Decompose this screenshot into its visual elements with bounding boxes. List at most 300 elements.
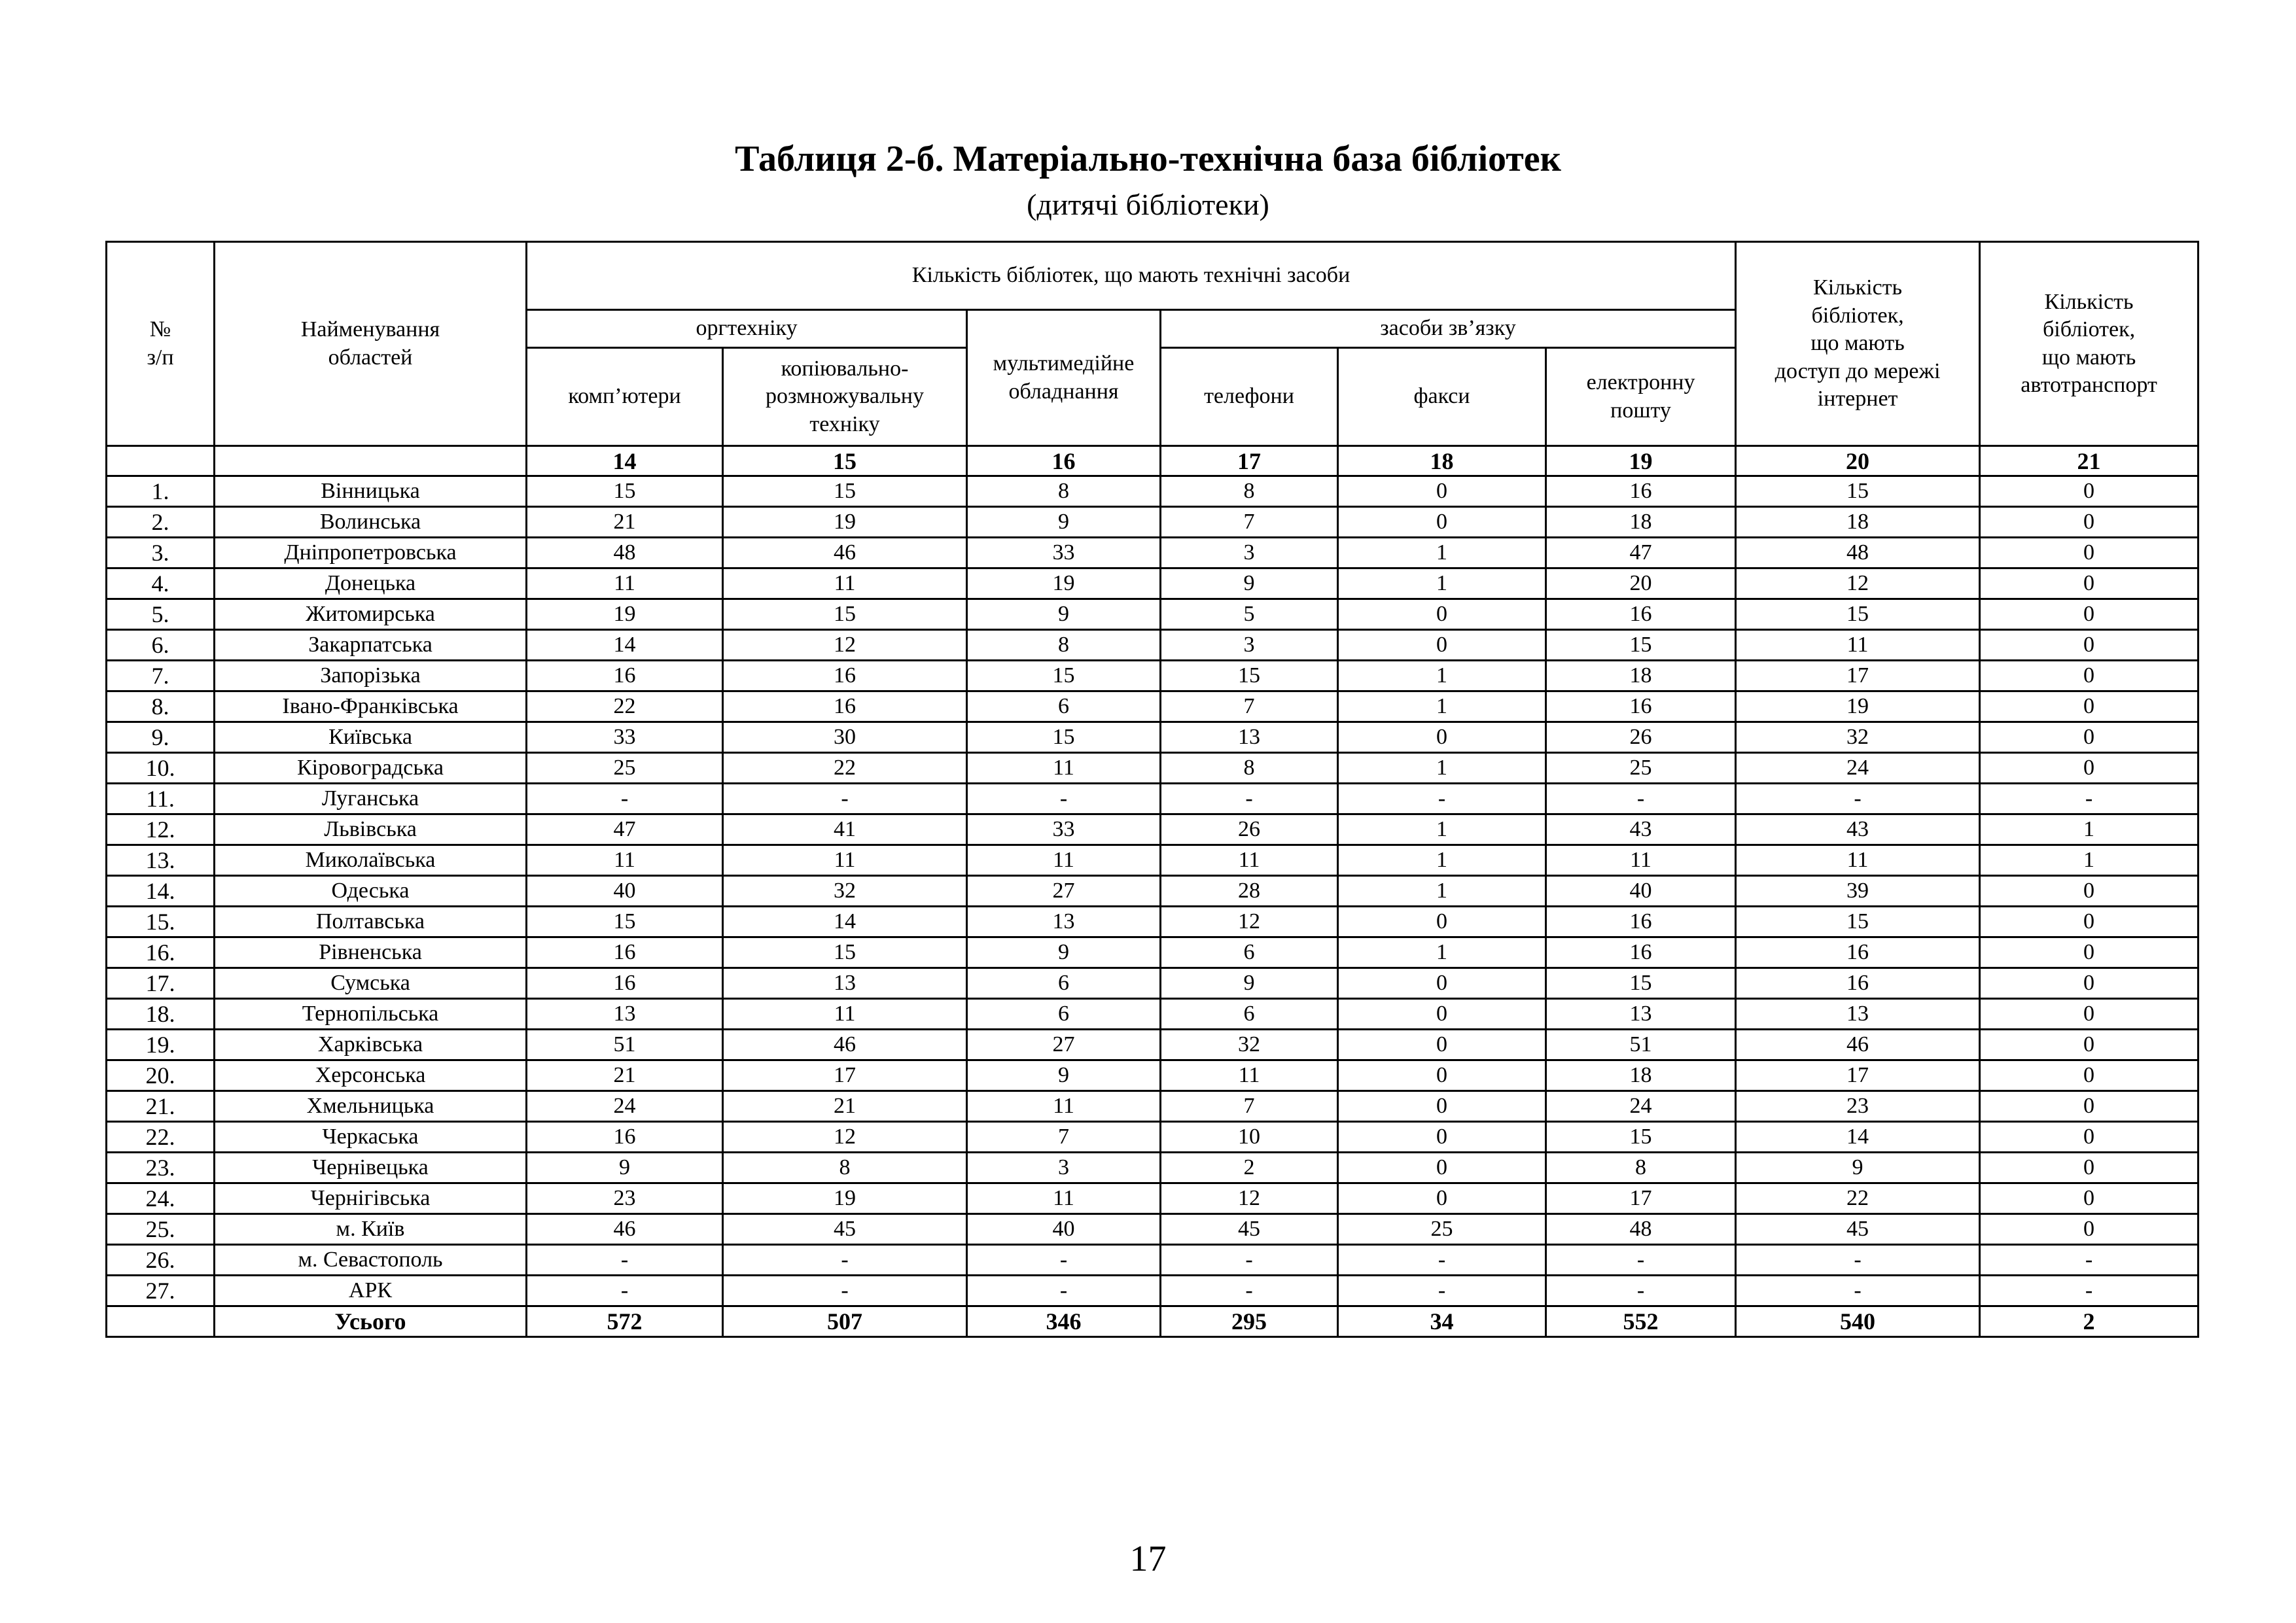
value-cell: 16 — [723, 661, 967, 691]
value-cell: 0 — [1980, 568, 2199, 599]
region-name-cell: Івано-Франківська — [215, 691, 527, 722]
total-value-cell: 572 — [527, 1306, 723, 1337]
value-cell: 43 — [1546, 814, 1736, 845]
value-cell: - — [1546, 1276, 1736, 1306]
total-label-cell: Усього — [215, 1306, 527, 1337]
value-cell: 12 — [1161, 1183, 1338, 1214]
value-cell: 15 — [1736, 476, 1980, 507]
value-cell: 33 — [967, 814, 1161, 845]
value-cell: 15 — [723, 599, 967, 630]
value-cell: 0 — [1980, 968, 2199, 999]
value-cell: 6 — [1161, 999, 1338, 1030]
value-cell: 19 — [723, 507, 967, 538]
region-name-cell: Чернівецька — [215, 1153, 527, 1183]
row-number-cell: 10. — [107, 753, 215, 784]
value-cell: 39 — [1736, 876, 1980, 907]
value-cell: 23 — [1736, 1091, 1980, 1122]
value-cell: 0 — [1338, 630, 1546, 661]
value-cell: 0 — [1980, 907, 2199, 937]
row-number-cell: 2. — [107, 507, 215, 538]
row-number-cell: 19. — [107, 1030, 215, 1060]
value-cell: 25 — [1546, 753, 1736, 784]
row-number-cell: 12. — [107, 814, 215, 845]
value-cell: 0 — [1980, 722, 2199, 753]
value-cell: 28 — [1161, 876, 1338, 907]
row-number-cell: 23. — [107, 1153, 215, 1183]
value-cell: 18 — [1546, 1060, 1736, 1091]
value-cell: 11 — [967, 753, 1161, 784]
value-cell: 1 — [1338, 753, 1546, 784]
value-cell: 0 — [1338, 722, 1546, 753]
row-number-cell: 26. — [107, 1245, 215, 1276]
total-value-cell: 552 — [1546, 1306, 1736, 1337]
table-row — [107, 876, 2199, 907]
value-cell: 9 — [1161, 968, 1338, 999]
row-number-cell: 16. — [107, 937, 215, 968]
total-value-cell: 507 — [723, 1306, 967, 1337]
column-number-cell: 17 — [1161, 446, 1338, 476]
value-cell: 0 — [1980, 507, 2199, 538]
total-value-cell: 2 — [1980, 1306, 2199, 1337]
value-cell: 16 — [1546, 937, 1736, 968]
value-cell: 16 — [527, 661, 723, 691]
table-body — [107, 446, 2199, 1337]
value-cell: 24 — [527, 1091, 723, 1122]
column-number-cell: 18 — [1338, 446, 1546, 476]
region-name-cell: Рівненська — [215, 937, 527, 968]
value-cell: 12 — [723, 630, 967, 661]
total-value-cell: 540 — [1736, 1306, 1980, 1337]
value-cell: 11 — [1736, 845, 1980, 876]
region-name-cell: Волинська — [215, 507, 527, 538]
table-row — [107, 845, 2199, 876]
total-value-cell: 295 — [1161, 1306, 1338, 1337]
table-row — [107, 937, 2199, 968]
value-cell: 15 — [967, 661, 1161, 691]
value-cell: 0 — [1338, 1030, 1546, 1060]
value-cell: 16 — [1736, 937, 1980, 968]
value-cell: 15 — [1736, 599, 1980, 630]
value-cell: 0 — [1980, 691, 2199, 722]
value-cell: 1 — [1338, 937, 1546, 968]
value-cell: 0 — [1980, 1030, 2199, 1060]
header-faxes: факси — [1338, 348, 1546, 446]
value-cell: - — [527, 1245, 723, 1276]
value-cell: 17 — [1546, 1183, 1736, 1214]
value-cell: 0 — [1980, 876, 2199, 907]
region-name-cell: Закарпатська — [215, 630, 527, 661]
value-cell: 22 — [527, 691, 723, 722]
value-cell: 0 — [1980, 1091, 2199, 1122]
value-cell: 13 — [1161, 722, 1338, 753]
value-cell: 11 — [527, 568, 723, 599]
value-cell: 45 — [1736, 1214, 1980, 1245]
value-cell: 0 — [1980, 937, 2199, 968]
value-cell: 24 — [1736, 753, 1980, 784]
value-cell: 8 — [1161, 753, 1338, 784]
value-cell: 15 — [1736, 907, 1980, 937]
value-cell: 0 — [1338, 599, 1546, 630]
row-number-cell: 4. — [107, 568, 215, 599]
value-cell: 11 — [723, 999, 967, 1030]
value-cell: 32 — [723, 876, 967, 907]
table-row — [107, 630, 2199, 661]
table-row — [107, 476, 2199, 507]
value-cell: 16 — [723, 691, 967, 722]
value-cell: 11 — [967, 1183, 1161, 1214]
value-cell: 0 — [1338, 1091, 1546, 1122]
value-cell: 17 — [1736, 661, 1980, 691]
value-cell: 0 — [1338, 1060, 1546, 1091]
column-number-cell: 21 — [1980, 446, 2199, 476]
value-cell: 0 — [1338, 907, 1546, 937]
value-cell: 17 — [723, 1060, 967, 1091]
value-cell: - — [1980, 1245, 2199, 1276]
region-name-cell: Вінницька — [215, 476, 527, 507]
row-number-cell: 1. — [107, 476, 215, 507]
value-cell: 14 — [723, 907, 967, 937]
value-cell: 8 — [1161, 476, 1338, 507]
value-cell: 46 — [723, 538, 967, 568]
total-row-number-cell — [107, 1306, 215, 1337]
total-value-cell: 34 — [1338, 1306, 1546, 1337]
value-cell: 3 — [967, 1153, 1161, 1183]
value-cell: 1 — [1338, 876, 1546, 907]
value-cell: 51 — [1546, 1030, 1736, 1060]
value-cell: 12 — [1161, 907, 1338, 937]
value-cell: 32 — [1161, 1030, 1338, 1060]
value-cell: 21 — [527, 507, 723, 538]
value-cell: 0 — [1980, 999, 2199, 1030]
value-cell: 19 — [967, 568, 1161, 599]
row-number-cell: 21. — [107, 1091, 215, 1122]
value-cell: 7 — [1161, 691, 1338, 722]
value-cell: 26 — [1546, 722, 1736, 753]
value-cell: 15 — [527, 907, 723, 937]
value-cell: 9 — [967, 1060, 1161, 1091]
header-multimedia: мультимедійне обладнання — [967, 310, 1161, 446]
value-cell: 15 — [967, 722, 1161, 753]
value-cell: - — [1338, 1245, 1546, 1276]
value-cell: 6 — [967, 968, 1161, 999]
value-cell: 15 — [527, 476, 723, 507]
value-cell: 51 — [527, 1030, 723, 1060]
value-cell: 1 — [1338, 814, 1546, 845]
value-cell: 12 — [723, 1122, 967, 1153]
column-number-cell: 14 — [527, 446, 723, 476]
value-cell: 8 — [1546, 1153, 1736, 1183]
table-row — [107, 1153, 2199, 1183]
row-number-cell: 8. — [107, 691, 215, 722]
value-cell: 41 — [723, 814, 967, 845]
value-cell: 11 — [967, 1091, 1161, 1122]
value-cell: 0 — [1980, 630, 2199, 661]
value-cell: 0 — [1338, 999, 1546, 1030]
value-cell: 15 — [723, 937, 967, 968]
value-cell: 16 — [527, 937, 723, 968]
value-cell: 6 — [967, 691, 1161, 722]
region-name-cell: Сумська — [215, 968, 527, 999]
row-number-cell: 3. — [107, 538, 215, 568]
value-cell: 33 — [527, 722, 723, 753]
value-cell: 1 — [1338, 845, 1546, 876]
header-internet: Кількість бібліотек, що мають доступ до мережі інтернет — [1736, 242, 1980, 446]
table-row — [107, 1091, 2199, 1122]
value-cell: 18 — [1546, 507, 1736, 538]
column-number-cell: 16 — [967, 446, 1161, 476]
value-cell: 6 — [967, 999, 1161, 1030]
header-copiers: копіювально- розмножувальну техніку — [723, 348, 967, 446]
value-cell: 9 — [1161, 568, 1338, 599]
value-cell: 48 — [527, 538, 723, 568]
value-cell: 47 — [1546, 538, 1736, 568]
value-cell: 1 — [1338, 568, 1546, 599]
value-cell: 25 — [1338, 1214, 1546, 1245]
value-cell: 19 — [1736, 691, 1980, 722]
region-name-cell: АРК — [215, 1276, 527, 1306]
value-cell: 40 — [527, 876, 723, 907]
row-number-cell: 11. — [107, 784, 215, 814]
region-name-cell: Київська — [215, 722, 527, 753]
value-cell: 21 — [527, 1060, 723, 1091]
table-row — [107, 1030, 2199, 1060]
value-cell: 0 — [1338, 968, 1546, 999]
region-name-cell: Хмельницька — [215, 1091, 527, 1122]
value-cell: 19 — [527, 599, 723, 630]
value-cell: 22 — [1736, 1183, 1980, 1214]
value-cell: - — [1546, 1245, 1736, 1276]
row-number-cell: 24. — [107, 1183, 215, 1214]
value-cell: 8 — [967, 476, 1161, 507]
header-orgtech: оргтехніку — [527, 310, 967, 348]
value-cell: 46 — [527, 1214, 723, 1245]
value-cell: 48 — [1736, 538, 1980, 568]
table-row — [107, 753, 2199, 784]
value-cell: 7 — [1161, 1091, 1338, 1122]
value-cell: 0 — [1338, 507, 1546, 538]
value-cell: 9 — [967, 937, 1161, 968]
value-cell: 11 — [723, 568, 967, 599]
value-cell: - — [723, 784, 967, 814]
region-name-cell: Дніпропетровська — [215, 538, 527, 568]
row-number-cell: 22. — [107, 1122, 215, 1153]
table-row — [107, 968, 2199, 999]
value-cell: 18 — [1736, 507, 1980, 538]
value-cell: 20 — [1546, 568, 1736, 599]
value-cell: 27 — [967, 1030, 1161, 1060]
table-subtitle: (дитячі бібліотеки) — [1027, 188, 1269, 221]
value-cell: - — [1338, 784, 1546, 814]
total-row — [107, 1306, 2199, 1337]
region-name-cell: Миколаївська — [215, 845, 527, 876]
region-name-cell: Житомирська — [215, 599, 527, 630]
value-cell: 9 — [967, 599, 1161, 630]
value-cell: 11 — [527, 845, 723, 876]
value-cell: 17 — [1736, 1060, 1980, 1091]
value-cell: 11 — [1736, 630, 1980, 661]
table-title: Таблиця 2-б. Матеріально-технічна база бібліотек — [735, 139, 1561, 179]
table-row — [107, 691, 2199, 722]
value-cell: 15 — [1546, 968, 1736, 999]
value-cell: 9 — [527, 1153, 723, 1183]
value-cell: 32 — [1736, 722, 1980, 753]
table-row — [107, 907, 2199, 937]
value-cell: 11 — [1161, 1060, 1338, 1091]
value-cell: 5 — [1161, 599, 1338, 630]
column-number-row — [107, 446, 2199, 476]
value-cell: 33 — [967, 538, 1161, 568]
region-name-cell: Полтавська — [215, 907, 527, 937]
value-cell: 16 — [527, 968, 723, 999]
value-cell: 13 — [527, 999, 723, 1030]
value-cell: 10 — [1161, 1122, 1338, 1153]
column-number-cell: 15 — [723, 446, 967, 476]
header-num: № з/п — [107, 242, 215, 446]
value-cell: 43 — [1736, 814, 1980, 845]
value-cell: 25 — [527, 753, 723, 784]
value-cell: 14 — [527, 630, 723, 661]
row-number-cell: 7. — [107, 661, 215, 691]
value-cell: 0 — [1338, 476, 1546, 507]
region-name-cell: Харківська — [215, 1030, 527, 1060]
value-cell: 15 — [1546, 630, 1736, 661]
column-number-cell: 20 — [1736, 446, 1980, 476]
column-number-cell: 19 — [1546, 446, 1736, 476]
region-name-cell: Львівська — [215, 814, 527, 845]
value-cell: 12 — [1736, 568, 1980, 599]
value-cell: 45 — [1161, 1214, 1338, 1245]
value-cell: 13 — [723, 968, 967, 999]
value-cell: 1 — [1980, 845, 2199, 876]
table-row — [107, 1122, 2199, 1153]
value-cell: 9 — [967, 507, 1161, 538]
region-name-cell: Тернопільська — [215, 999, 527, 1030]
header-name: Найменування областей — [215, 242, 527, 446]
value-cell: 30 — [723, 722, 967, 753]
value-cell: - — [967, 1276, 1161, 1306]
row-number-cell: 13. — [107, 845, 215, 876]
value-cell: 22 — [723, 753, 967, 784]
value-cell: 23 — [527, 1183, 723, 1214]
row-number-cell: 9. — [107, 722, 215, 753]
row-number-cell: 20. — [107, 1060, 215, 1091]
data-table — [105, 241, 2199, 1338]
value-cell: 13 — [1736, 999, 1980, 1030]
value-cell: 40 — [967, 1214, 1161, 1245]
table-row — [107, 661, 2199, 691]
value-cell: 0 — [1980, 661, 2199, 691]
value-cell: 0 — [1980, 1060, 2199, 1091]
value-cell: 18 — [1546, 661, 1736, 691]
value-cell: - — [1736, 1245, 1980, 1276]
value-cell: - — [967, 1245, 1161, 1276]
table-row — [107, 1183, 2199, 1214]
region-name-cell: Чернігівська — [215, 1183, 527, 1214]
value-cell: 40 — [1546, 876, 1736, 907]
value-cell: 11 — [1161, 845, 1338, 876]
value-cell: 13 — [967, 907, 1161, 937]
row-number-cell: 27. — [107, 1276, 215, 1306]
value-cell: 15 — [1161, 661, 1338, 691]
value-cell: 9 — [1736, 1153, 1980, 1183]
value-cell: 24 — [1546, 1091, 1736, 1122]
row-number-cell: 14. — [107, 876, 215, 907]
value-cell: 26 — [1161, 814, 1338, 845]
value-cell: 16 — [1736, 968, 1980, 999]
region-name-cell: Луганська — [215, 784, 527, 814]
value-cell: 15 — [723, 476, 967, 507]
value-cell: 0 — [1980, 1183, 2199, 1214]
table-row — [107, 1276, 2199, 1306]
region-name-cell: м. Севастополь — [215, 1245, 527, 1276]
value-cell: - — [1338, 1276, 1546, 1306]
value-cell: 16 — [1546, 599, 1736, 630]
table-row — [107, 568, 2199, 599]
value-cell: - — [1161, 1245, 1338, 1276]
value-cell: 0 — [1980, 1214, 2199, 1245]
value-cell: 7 — [967, 1122, 1161, 1153]
value-cell: 0 — [1980, 1122, 2199, 1153]
region-name-cell: Черкаська — [215, 1122, 527, 1153]
header-computers: комп’ютери — [527, 348, 723, 446]
value-cell: 11 — [723, 845, 967, 876]
value-cell: - — [1736, 1276, 1980, 1306]
value-cell: - — [1161, 1276, 1338, 1306]
table-row — [107, 722, 2199, 753]
table-row — [107, 599, 2199, 630]
row-number-cell: 6. — [107, 630, 215, 661]
value-cell: 46 — [1736, 1030, 1980, 1060]
region-name-cell: Донецька — [215, 568, 527, 599]
region-name-cell: Херсонська — [215, 1060, 527, 1091]
value-cell: - — [1546, 784, 1736, 814]
table-row — [107, 784, 2199, 814]
value-cell: 11 — [967, 845, 1161, 876]
row-number-cell: 18. — [107, 999, 215, 1030]
header-email: електронну пошту — [1546, 348, 1736, 446]
value-cell: 16 — [1546, 476, 1736, 507]
value-cell: 7 — [1161, 507, 1338, 538]
value-cell: 0 — [1980, 753, 2199, 784]
value-cell: - — [527, 784, 723, 814]
value-cell: 3 — [1161, 538, 1338, 568]
value-cell: 16 — [1546, 691, 1736, 722]
header-phones: телефони — [1161, 348, 1338, 446]
region-name-cell: Запорізька — [215, 661, 527, 691]
row-number-cell: 15. — [107, 907, 215, 937]
row-number-cell: 17. — [107, 968, 215, 999]
region-name-cell: Кіровоградська — [215, 753, 527, 784]
value-cell: - — [1980, 784, 2199, 814]
column-number-cell — [215, 446, 527, 476]
table-row — [107, 814, 2199, 845]
table-row — [107, 507, 2199, 538]
value-cell: 0 — [1338, 1153, 1546, 1183]
value-cell: - — [1980, 1276, 2199, 1306]
header-group-tech: Кількість бібліотек, що мають технічні засоби — [527, 242, 1736, 310]
value-cell: 15 — [1546, 1122, 1736, 1153]
value-cell: - — [967, 784, 1161, 814]
value-cell: 1 — [1338, 691, 1546, 722]
value-cell: 13 — [1546, 999, 1736, 1030]
value-cell: - — [1161, 784, 1338, 814]
value-cell: 1 — [1338, 661, 1546, 691]
header-transport: Кількість бібліотек, що мають автотранспорт — [1980, 242, 2199, 446]
page-number: 17 — [1129, 1539, 1167, 1579]
value-cell: 47 — [527, 814, 723, 845]
table-row — [107, 1245, 2199, 1276]
value-cell: - — [1736, 784, 1980, 814]
